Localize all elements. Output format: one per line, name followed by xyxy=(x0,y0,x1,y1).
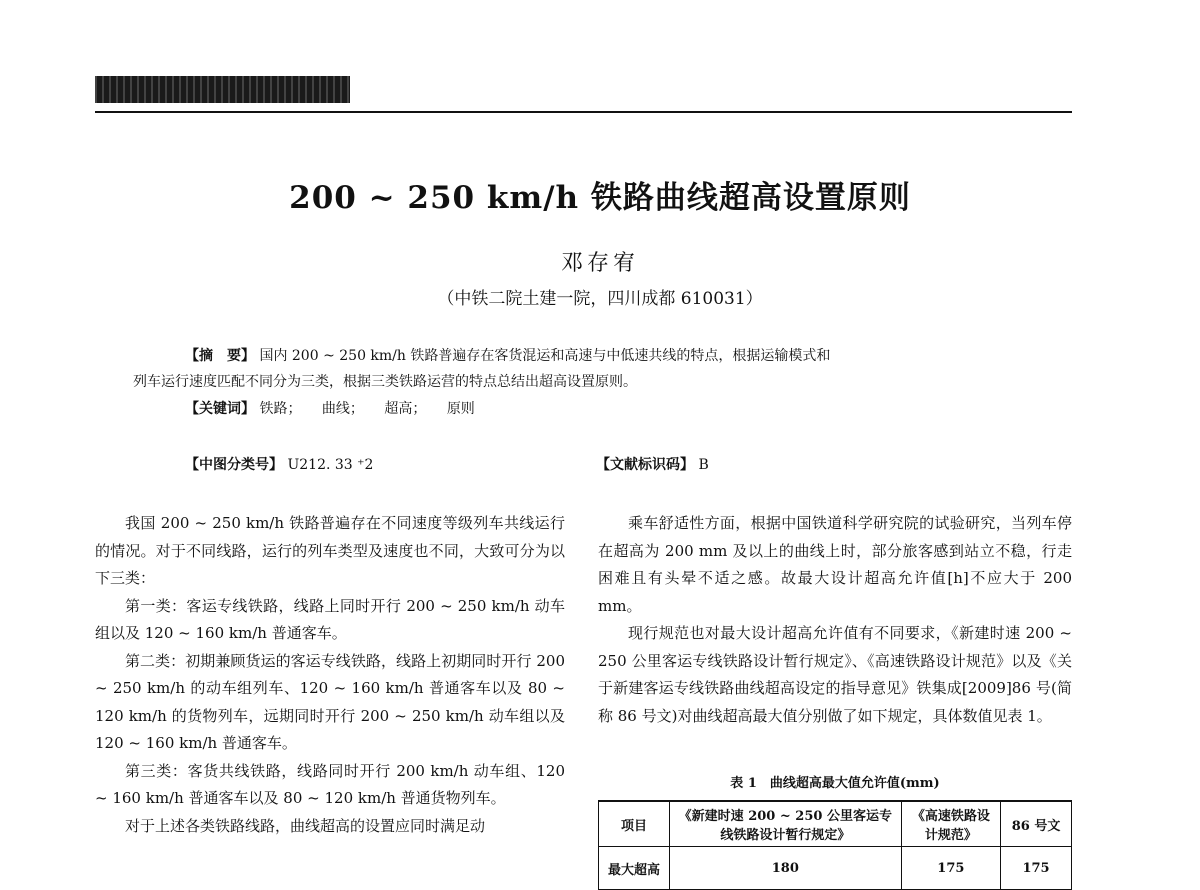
keyword: 铁路； xyxy=(259,401,302,417)
table-header-row xyxy=(599,801,1072,847)
table-cell: 175 xyxy=(1001,847,1072,890)
body-right-column xyxy=(598,510,1072,730)
doc-code-value: B xyxy=(698,457,709,473)
document-code xyxy=(596,454,709,474)
table-header-cell: 项目 xyxy=(599,801,670,847)
abstract-text-1: 国内 200 ~ 250 km/h 铁路普遍存在客货混运和高速与中低速共线的特点，根据运输模式和 xyxy=(259,348,831,364)
header-rule xyxy=(95,111,1072,113)
keyword: 超高； xyxy=(384,401,427,417)
table-cell: 最大超高 xyxy=(599,847,670,890)
paragraph: 现行规范也对最大设计超高允许值有不同要求，《新建时速 200 ~ 250 公里客运专线铁路设计暂行规定》、《高速铁路设计规范》以及《关于新建客运专线铁路曲线超高设定的指导意见》铁集成[2009]86 号(简称 86 号文)对曲线超高最大值分别做了如下规定，具体数值见表 1。 xyxy=(598,624,1072,725)
doc-code-label: 【文献标识码】 xyxy=(596,457,694,473)
table-row xyxy=(599,847,1072,890)
keywords xyxy=(185,398,491,418)
paragraph: 乘车舒适性方面，根据中国铁道科学研究院的试验研究，当列车停在超高为 200 mm 及以上的曲线上时，部分旅客感到站立不稳，行走困难且有头晕不适之感。故最大设计超高允许值[h]不应大于 200 mm。 xyxy=(598,514,1072,615)
paragraph: 对于上述各类铁路线路，曲线超高的设置应同时满足动 xyxy=(125,816,486,835)
classification-number xyxy=(185,454,373,474)
journal-header-bar xyxy=(95,76,350,103)
abstract xyxy=(133,343,1068,395)
table-header-cell: 《新建时速 200 ~ 250 公里客运专线铁路设计暂行规定》 xyxy=(669,801,901,847)
paragraph: 第三类：客货共线铁路，线路同时开行 200 km/h 动车组、120 ~ 160 km/h 普通客车以及 80 ~ 120 km/h 普通货物列车。 xyxy=(95,761,565,807)
paragraph: 我国 200 ~ 250 km/h 铁路普遍存在不同速度等级列车共线运行的情况。对于不同线路，运行的列车类型及速度也不同，大致可分为以下三类： xyxy=(95,514,565,587)
abstract-label: 【摘 要】 xyxy=(185,348,255,364)
table-header-cell: 《高速铁路设计规范》 xyxy=(901,801,1000,847)
table-cell: 175 xyxy=(901,847,1000,890)
paragraph: 第二类：初期兼顾货运的客运专线铁路，线路上初期同时开行 200 ~ 250 km/h 的动车组列车、120 ~ 160 km/h 普通客车以及 80 ~ 120 km/h 的货物列车，远期同时开行 200 ~ 250 km/h 动车组以及 120 ~ 160 km/h 普通客车。 xyxy=(95,651,565,752)
body-left-column xyxy=(95,510,565,840)
table-header-cell: 86 号文 xyxy=(1001,801,1072,847)
superelevation-table xyxy=(598,800,1072,890)
keyword: 原则 xyxy=(446,401,475,417)
paper-title: 200 ~ 250 km/h 铁路曲线超高设置原则 xyxy=(289,180,911,216)
table-caption: 表 1 曲线超高最大值允许值(mm) xyxy=(730,776,940,791)
paragraph: 第一类：客运专线铁路，线路上同时开行 200 ~ 250 km/h 动车组以及 120 ~ 160 km/h 普通客车。 xyxy=(95,596,565,642)
affiliation: （中铁二院土建一院，四川成都 610031） xyxy=(437,289,763,309)
author-name: 邓存宥 xyxy=(560,251,639,276)
abstract-text-2: 列车运行速度匹配不同分为三类，根据三类铁路运营的特点总结出超高设置原则。 xyxy=(133,374,637,390)
table-cell: 180 xyxy=(669,847,901,890)
classification-label: 【中图分类号】 xyxy=(185,457,283,473)
classification-value: U212. 33 ⁺2 xyxy=(287,457,374,473)
keyword: 曲线； xyxy=(321,401,364,417)
keywords-label: 【关键词】 xyxy=(185,401,255,417)
